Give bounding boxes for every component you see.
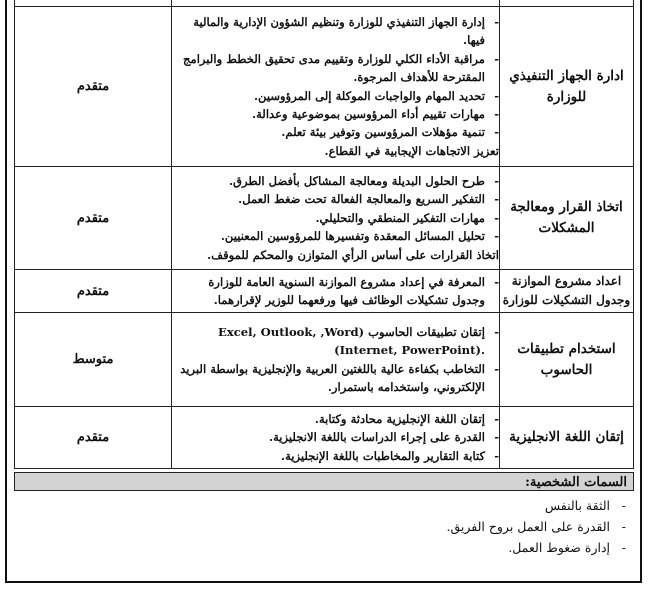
skill-name: اتخاذ القرار ومعالجة المشكلات [500, 167, 634, 270]
list-item: - التخاطب بكفاءة عالية باللغتين العربية والإنجليزية بواسطة البريد الإلكتروني، واستخدامه باستمرار. [172, 360, 499, 397]
proficiency-level: متقدم [15, 270, 172, 313]
table-row [15, 7, 634, 167]
proficiency-level: متقدم [15, 7, 172, 167]
skill-name: إتقان اللغة الانجليزية [500, 407, 634, 469]
list-item: - مهارات التفكير المنطقي والتحليلي. [172, 209, 499, 227]
skill-description [172, 313, 500, 407]
list-tail: تعزيز الاتجاهات الإيجابية في القطاع. [324, 143, 499, 158]
list-item: - إدارة الجهاز التنفيذي للوزارة وتنظيم الشؤون الإدارية والمالية فيها. [172, 13, 499, 50]
competency-table [14, 0, 634, 469]
proficiency-level: متوسط [15, 313, 172, 407]
skill-description [172, 407, 500, 469]
list-item: - تحديد المهام والواجبات الموكلة إلى المرؤوسين. [172, 87, 499, 105]
computer-apps-list-2: (Internet, PowerPoint). [334, 343, 485, 358]
list-item: - القدرة على إجراء الدراسات باللغة الانجليزية. [172, 428, 499, 446]
list-item: - إتقان اللغة الإنجليزية محادثة وكتابة. [172, 410, 499, 428]
computer-apps-label: إتقان تطبيقات الحاسوب [368, 324, 485, 339]
skill-name: اعداد مشروع الموازنة وجدول التشكيلات للوزارة [500, 270, 634, 313]
traits-list [14, 491, 634, 558]
list-item: - الثقة بالنفس [14, 495, 626, 516]
section-heading: السمات الشخصية: [14, 472, 634, 491]
list-item: - تنمية مؤهلات المرؤوسين وتوفير بيئة تعلم. [172, 123, 499, 141]
table-row [15, 270, 634, 313]
list-item: - القدرة على العمل بروح الفريق. [14, 516, 626, 537]
table-row [15, 313, 634, 407]
proficiency-level: متقدم [15, 407, 172, 469]
list-item: - مراقبة الأداء الكلي للوزارة وتقييم مدى تحقيق الخطط والبرامج المقترحة للأهداف المرجوة. [172, 50, 499, 87]
list-item: - التفكير السريع والمعالجة الفعالة تحت ضغط العمل. [172, 190, 499, 208]
personal-traits-section [14, 472, 634, 558]
computer-apps-list-1: Excel, Outlook, ,Word [218, 324, 359, 339]
skill-name: استخدام تطبيقات الحاسوب [500, 313, 634, 407]
skill-description [172, 270, 500, 313]
list-item: - تحليل المسائل المعقدة وتفسيرها للمرؤوسين المعنيين. [172, 227, 499, 245]
list-item: - إتقان تطبيقات الحاسوب (Excel, Outlook, ,Word (Internet, PowerPoint). [172, 323, 499, 360]
list-item: - كتابة التقارير والمخاطبات باللغة الإنجليزية. [172, 447, 499, 465]
proficiency-level: متقدم [15, 167, 172, 270]
list-item: - إدارة ضغوط العمل. [14, 537, 626, 558]
list-item: - المعرفة في إعداد مشروع الموازنة السنوية العامة للوزارة وجدول تشكيلات الوظائف فيها ورفعهما للوزير لإقرارهما. [172, 273, 499, 310]
skill-description [172, 7, 500, 167]
list-tail: اتخاذ القرارات على أساس الرأي المتوازن والمحكم للموقف. [207, 247, 499, 262]
skill-description [172, 167, 500, 270]
skill-name: ادارة الجهاز التنفيذي للوزارة [500, 7, 634, 167]
table-row [15, 167, 634, 270]
list-item: - مهارات تقييم أداء المرؤوسين بموضوعية وعدالة. [172, 105, 499, 123]
table-row [15, 407, 634, 469]
list-item: - طرح الحلول البديلة ومعالجة المشاكل بأفضل الطرق. [172, 172, 499, 190]
